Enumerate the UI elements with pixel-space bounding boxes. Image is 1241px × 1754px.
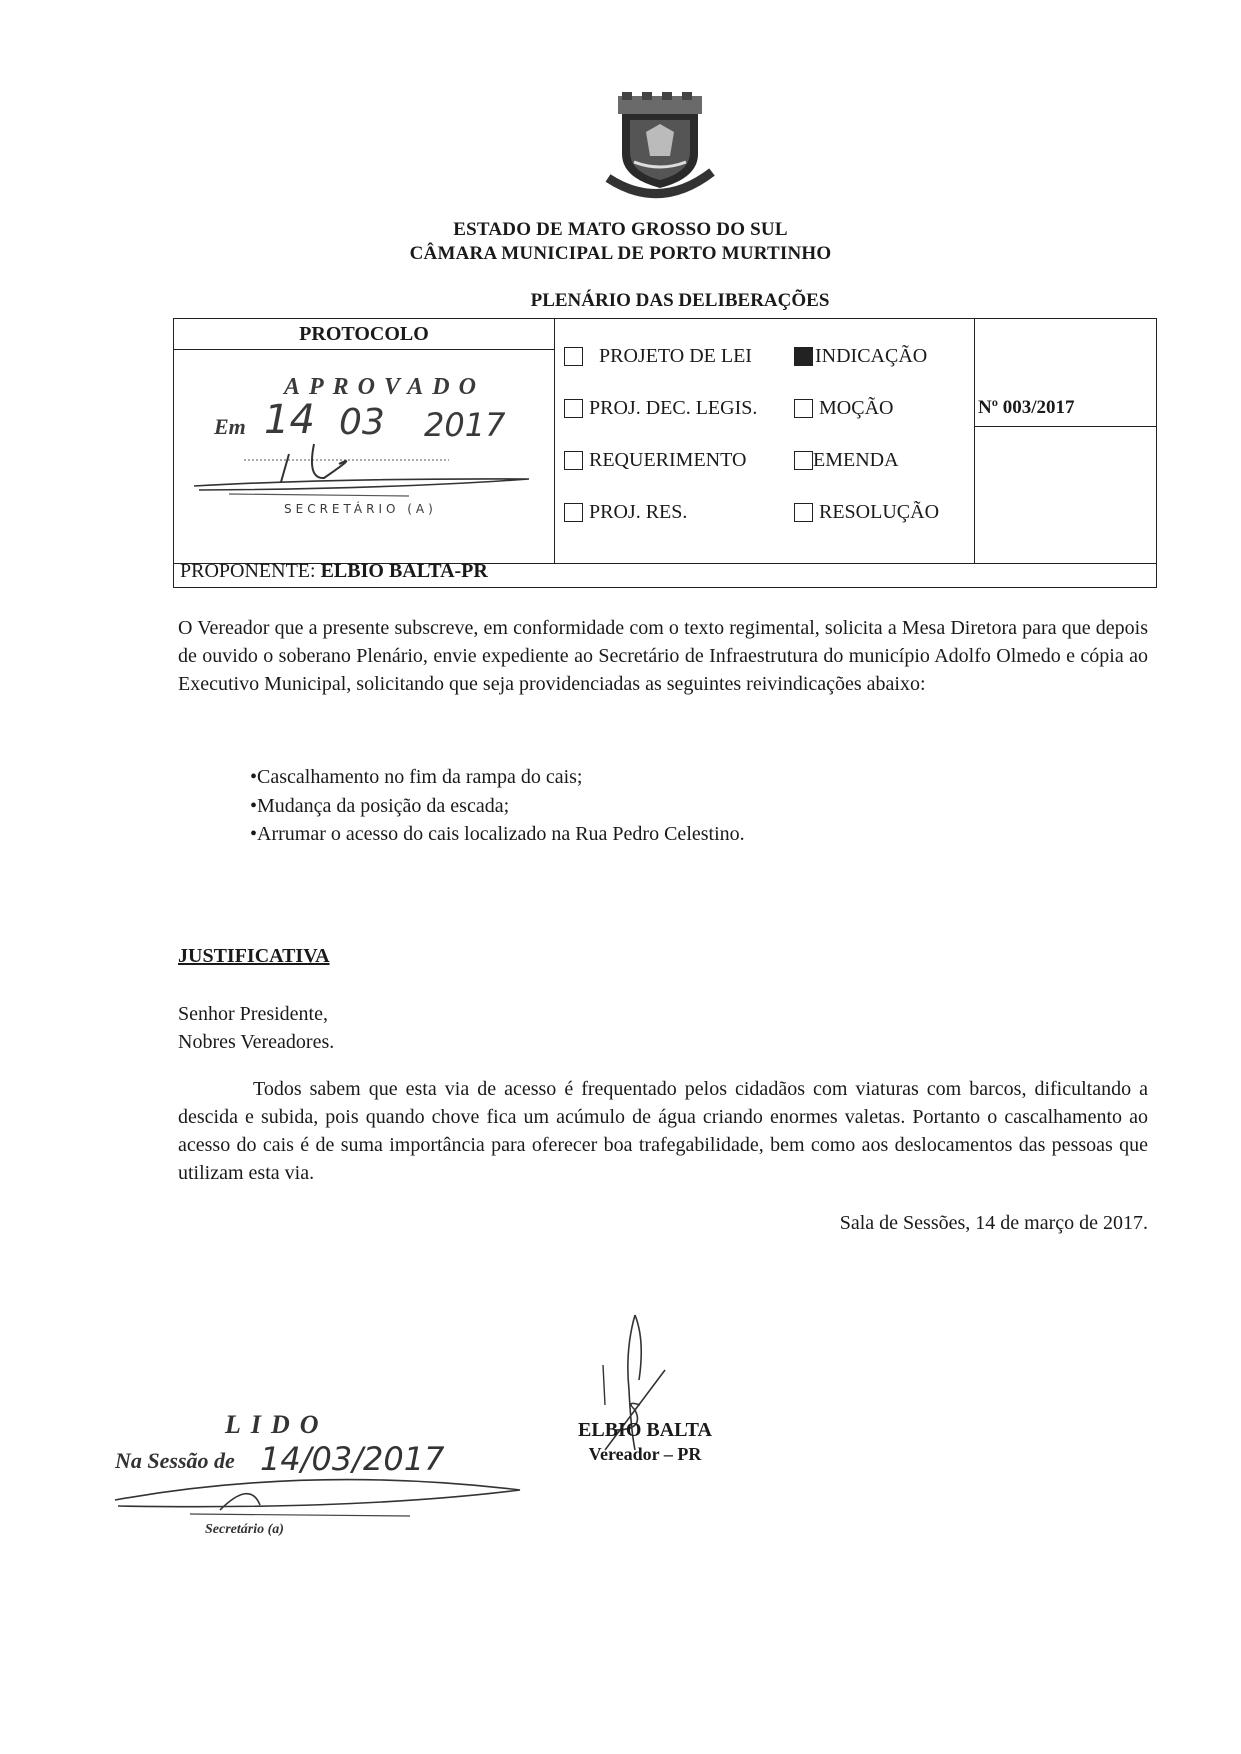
read-stamp-secretary: Secretário (a) — [205, 1522, 284, 1537]
option-proj-res[interactable] — [564, 501, 687, 524]
approval-year: 2017 — [424, 406, 506, 444]
option-resolucao[interactable] — [794, 501, 939, 524]
greeting-line-2: Nobres Vereadores. — [178, 1031, 335, 1053]
protocol-form — [173, 318, 1157, 588]
approval-secretary: SECRETÁRIO (A) — [284, 502, 437, 516]
read-stamp — [110, 1410, 530, 1550]
checkbox-requerimento[interactable] — [564, 451, 583, 470]
option-label: RESOLUÇÃO — [819, 501, 940, 523]
approval-stamp — [189, 354, 549, 554]
protocolo-label: PROTOCOLO — [299, 323, 429, 345]
option-label: EMENDA — [813, 449, 899, 471]
list-item: • Cascalhamento no fim da rampa do cais; — [250, 763, 745, 792]
read-stamp-signature — [110, 1470, 530, 1530]
intro-paragraph: O Vereador que a presente subscreve, em conformidade com o texto regimental, solicita a Mesa Diretora para que depois de ouvido o soberano Plenário, envie expediente ao Secretário de Infraestrutura do município Adolfo Olmedo e cópia ao Executivo Municipal, solicitando que seja providenciadas as seguintes reivindicações abaixo: — [178, 617, 1148, 695]
checkbox-mocao[interactable] — [794, 399, 813, 418]
approval-month: 03 — [339, 402, 385, 443]
read-stamp-title: LIDO — [225, 1410, 329, 1439]
list-item: • Arrumar o acesso do cais localizado na Rua Pedro Celestino. — [250, 820, 745, 849]
signer-name: ELBIO BALTA — [578, 1419, 712, 1441]
greeting-line-1: Senhor Presidente, — [178, 1003, 328, 1025]
checkbox-emenda[interactable] — [794, 451, 813, 470]
option-label: INDICAÇÃO — [815, 345, 928, 367]
justification-paragraph: Todos sabem que esta via de acesso é frequentado pelos cidadãos com viaturas com barcos, dificultando a descida e subida, pois quando chove fica um acúmulo de água criando enormes valetas. Portanto o cascalhamento ao acesso do cais é de suma importância para oferecer boa trafegabilidade, bem como aos deslocamentos das pessoas que utilizam esta via. — [178, 1078, 1148, 1184]
checkbox-projeto-de-lei[interactable] — [564, 347, 583, 366]
closing-line: Sala de Sessões, 14 de março de 2017. — [839, 1212, 1148, 1234]
requests-list — [250, 763, 745, 849]
approval-stamp-em: Em — [214, 414, 246, 439]
option-proj-dec-legis[interactable] — [564, 397, 757, 420]
checkbox-indicacao[interactable] — [794, 347, 813, 366]
option-indicacao[interactable] — [794, 345, 927, 368]
proponente-name: ELBIO BALTA-PR — [320, 560, 488, 582]
option-label: PROJ. RES. — [589, 501, 688, 523]
coat-of-arms-icon — [600, 92, 720, 200]
option-label: REQUERIMENTO — [589, 449, 747, 471]
option-requerimento[interactable] — [564, 449, 746, 472]
option-emenda[interactable] — [794, 449, 899, 472]
checkbox-resolucao[interactable] — [794, 503, 813, 522]
greeting — [178, 1000, 334, 1056]
read-stamp-date: 14/03/2017 — [260, 1440, 445, 1478]
option-projeto-de-lei[interactable] — [564, 345, 752, 368]
proponente-label: PROPONENTE: — [180, 560, 316, 582]
signature-block — [530, 1419, 760, 1465]
plenary-heading: PLENÁRIO DAS DELIBERAÇÕES — [530, 290, 830, 311]
checkbox-proj-dec-legis[interactable] — [564, 399, 583, 418]
option-label: PROJ. DEC. LEGIS. — [589, 397, 758, 419]
justificativa-title: JUSTIFICATIVA — [178, 945, 330, 967]
read-stamp-session: Na Sessão de — [115, 1448, 235, 1473]
checkbox-proj-res[interactable] — [564, 503, 583, 522]
approval-day: 14 — [264, 397, 315, 443]
approval-stamp-title: APROVADO — [284, 374, 485, 400]
signer-role: Vereador – PR — [588, 1444, 702, 1464]
list-item: • Mudança da posição da escada; — [250, 792, 745, 821]
document-number: Nº 003/2017 — [978, 397, 1075, 418]
chamber-heading: CÂMARA MUNICIPAL DE PORTO MURTINHO — [409, 243, 832, 264]
option-mocao[interactable] — [794, 397, 893, 420]
option-label: MOÇÃO — [819, 397, 894, 419]
option-label: PROJETO DE LEI — [599, 345, 752, 367]
state-heading: ESTADO DE MATO GROSSO DO SUL — [453, 219, 788, 240]
proponente-line — [180, 560, 488, 583]
